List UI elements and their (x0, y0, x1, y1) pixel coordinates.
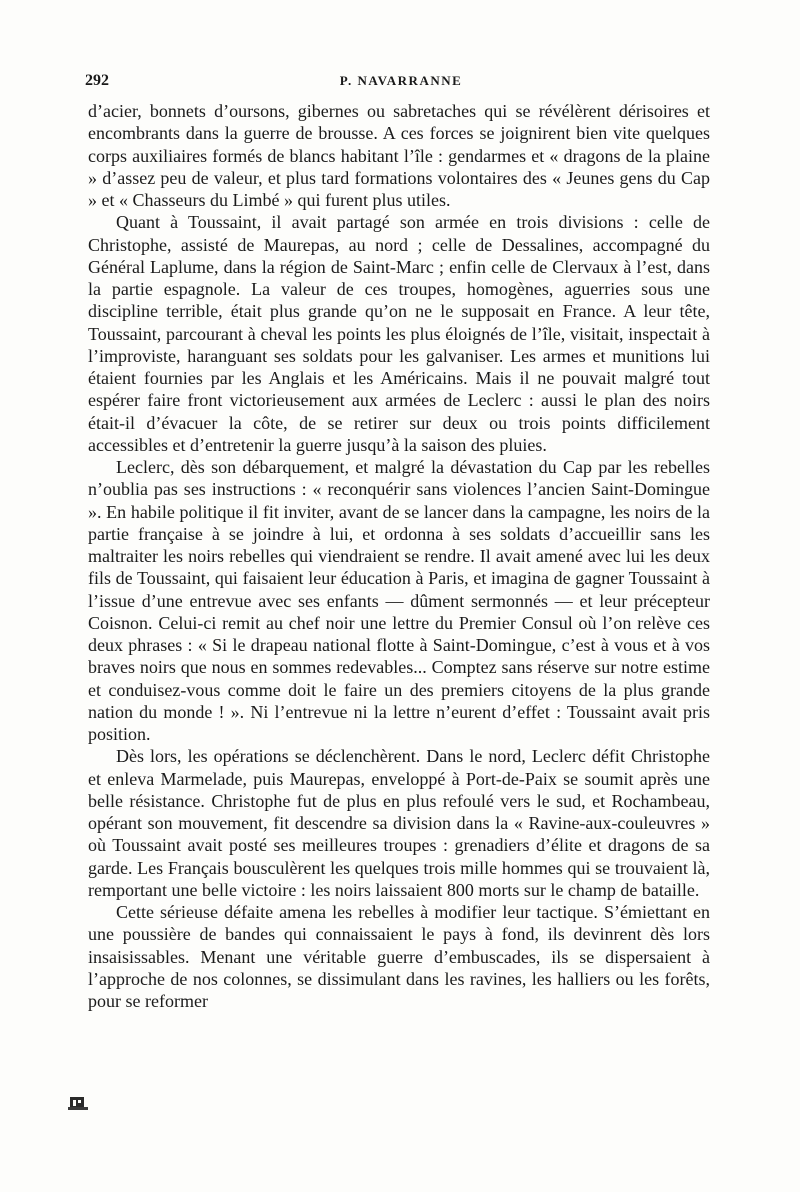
paragraph-tactics: Cette sérieuse défaite amena les rebelles à modifier leur tactique. S’émiettant en une poussière de bandes qui connaissaient le pays à fond, ils devinrent dès lors insaisissables. Menant une véritable guerre d’embuscades, ils se dispersaient à l’approche de nos colonnes, se dissimulant dans les ravines, les halliers ou les forêts, pour se reformer (88, 902, 710, 1011)
paragraph-toussaint-divisions: Quant à Toussaint, il avait partagé son armée en trois divisions : celle de Christophe, assisté de Maurepas, au nord ; celle de Dessalines, accompagné du Général Laplume, dans la région de Saint-Marc ; enfin celle de Clervaux à l’est, dans la partie espagnole. La valeur de ces troupes, homogènes, aguerries sous une discipline terrible, était plus grande qu’on ne le supposait en France. A leur tête, Toussaint, parcourant à cheval les points les plus éloignés de l’île, visitait, inspectait à l’improviste, haranguant ses soldats pour les galvaniser. Les armes et munitions lui étaient fournies par les Anglais et les Américains. Mais il ne pouvait malgré tout espérer faire front victorieusement aux armées de Leclerc : aussi le plan des noirs était-il d’évacuer la côte, de se retirer sur deux ou trois points difficilement accessibles et d’entretenir la guerre jusqu’à la saison des pluies. (88, 212, 710, 455)
page-number: 292 (85, 72, 109, 89)
running-title: P. NAVARRANNE (339, 73, 463, 88)
running-head (85, 72, 717, 94)
paragraph-operations: Dès lors, les opérations se déclenchèrent. Dans le nord, Leclerc défit Christophe et enleva Marmelade, puis Maurepas, enveloppé à Port-de-Paix se soumit après une belle résistance. Christophe fut de plus en plus refoulé vers le sud, et Rochambeau, opérant son mouvement, fit descendre sa division dans la « Ravine-aux-couleuvres » où Toussaint avait posté ses meilleures troupes : grenadiers d’élite et dragons de sa garde. Les Français bousculèrent les quelques trois mille hommes qui se trouvaient là, remportant une belle victoire : les noirs laissaient 800 morts sur le champ de bataille. (88, 746, 710, 900)
body-text (88, 100, 710, 1012)
paragraph-leclerc-instructions: Leclerc, dès son débarquement, et malgré la dévastation du Cap par les rebelles n’oublia pas ses instructions : « reconquérir sans violences l’ancien Saint-Domingue ». En habile politique il fit inviter, avant de se lancer dans la campagne, les noirs de la partie française à se joindre à lui, et ordonna à ses soldats d’accueillir sans les maltraiter les noirs rebelles qui viendraient se rendre. Il avait amené avec lui les deux fils de Toussaint, qui faisaient leur éducation à Paris, et imagina de gagner Toussaint à l’issue d’une entrevue avec ses enfants — dûment sermonnés — et leur précepteur Coisnon. Celui-ci remit au chef noir une lettre du Premier Consul où l’on relève ces deux phrases : « Si le drapeau national flotte à Saint-Domingue, c’est à vous et à vos braves noirs que nous en sommes redevables... Comptez sans réserve sur notre estime et conduisez-vous comme doit le faire un des premiers citoyens de la plus grande nation du monde ! ». Ni l’entrevue ni la lettre n’eurent d’effet : Toussaint avait pris position. (88, 457, 710, 744)
paragraph-continued: d’acier, bonnets d’oursons, gibernes ou sabretaches qui se révélèrent dérisoires et encombrants dans la guerre de brousse. A ces forces se joignirent bien vite quelques corps auxiliaires formés de blancs habitant l’île : gendarmes et « dragons de la plaine » d’assez peu de valeur, et plus tard formations volontaires des « Jeunes gens du Cap » et « Chasseurs du Limbé » qui furent plus utiles. (88, 101, 710, 210)
printer-ornament-icon (68, 1093, 88, 1113)
